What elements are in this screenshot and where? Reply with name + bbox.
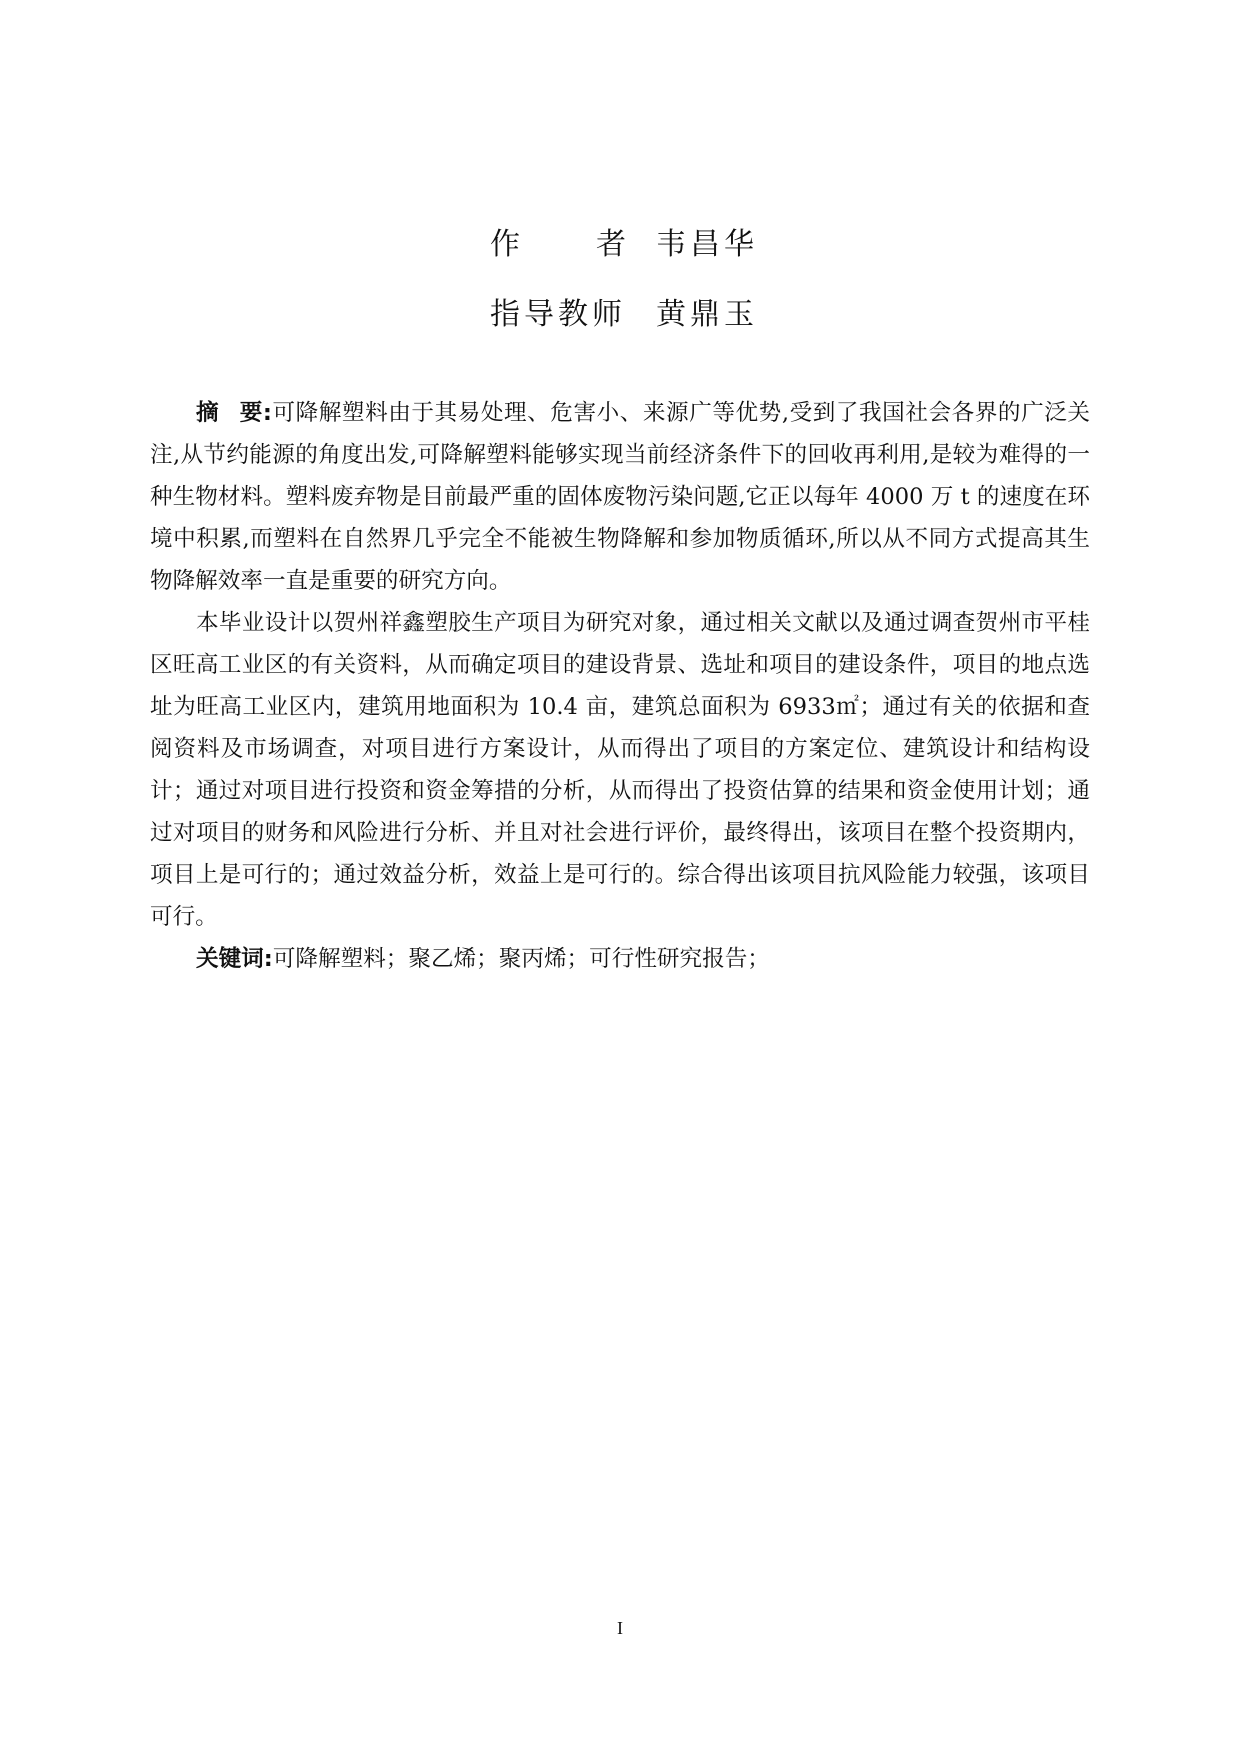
abstract-paragraph-2: 本毕业设计以贺州祥鑫塑胶生产项目为研究对象，通过相关文献以及通过调查贺州市平桂区旺高工业区的有关资料，从而确定项目的建设背景、选址和项目的建设条件，项目的地点选址为旺高工业区内，建筑用地面积为 10.4 亩，建筑总面积为 6933㎡；通过有关的依据和查阅资料及市场调查，对项目进行方案设计，从而得出了项目的方案定位、建筑设计和结构设计；通过对项目进行投资和资金筹措的分析，从而得出了投资估算的结果和资金使用计划；通过对项目的财务和风险进行分析、并且对社会进行评价，最终得出，该项目在整个投资期内，项目上是可行的；通过效益分析，效益上是可行的。综合得出该项目抗风险能力较强，该项目可行。 <box>150 610 1090 930</box>
page-number: I <box>617 1618 623 1638</box>
author-label-char-1: 作 <box>490 227 520 262</box>
author-line <box>0 218 1240 288</box>
advisor-line <box>0 288 1240 358</box>
advisor-label: 指导教师 <box>490 297 626 332</box>
abstract-section <box>150 392 1090 980</box>
abstract-label-char-2: 要: <box>239 400 272 426</box>
author-label-char-2: 者 <box>596 227 626 262</box>
abstract-label-char-1: 摘 <box>196 400 220 426</box>
keywords-label: 关键词: <box>196 946 273 972</box>
abstract-text: 可降解塑料由于其易处理、危害小、来源广等优势,受到了我国社会各界的广泛关注,从节约能源的角度出发,可降解塑料能够实现当前经济条件下的回收再利用,是较为难得的一种生物材料。塑料废弃物是目前最严重的固体废物污染问题,它正以每年 4000 万 t 的速度在环境中积累,而塑料在自然界几乎完全不能被生物降解和参加物质循环,所以从不同方式提高其生物降解效率一直是重要的研究方向。 <box>150 400 1090 594</box>
credits-block <box>0 218 1240 358</box>
abstract-paragraph-1 <box>150 392 1090 602</box>
author-label <box>490 218 626 272</box>
abstract-label <box>196 400 272 426</box>
author-name: 韦昌华 <box>656 227 758 262</box>
advisor-name: 黄鼎玉 <box>656 297 758 332</box>
keywords-text: 可降解塑料；聚乙烯；聚丙烯；可行性研究报告； <box>272 946 770 972</box>
keywords-paragraph <box>150 938 1090 980</box>
